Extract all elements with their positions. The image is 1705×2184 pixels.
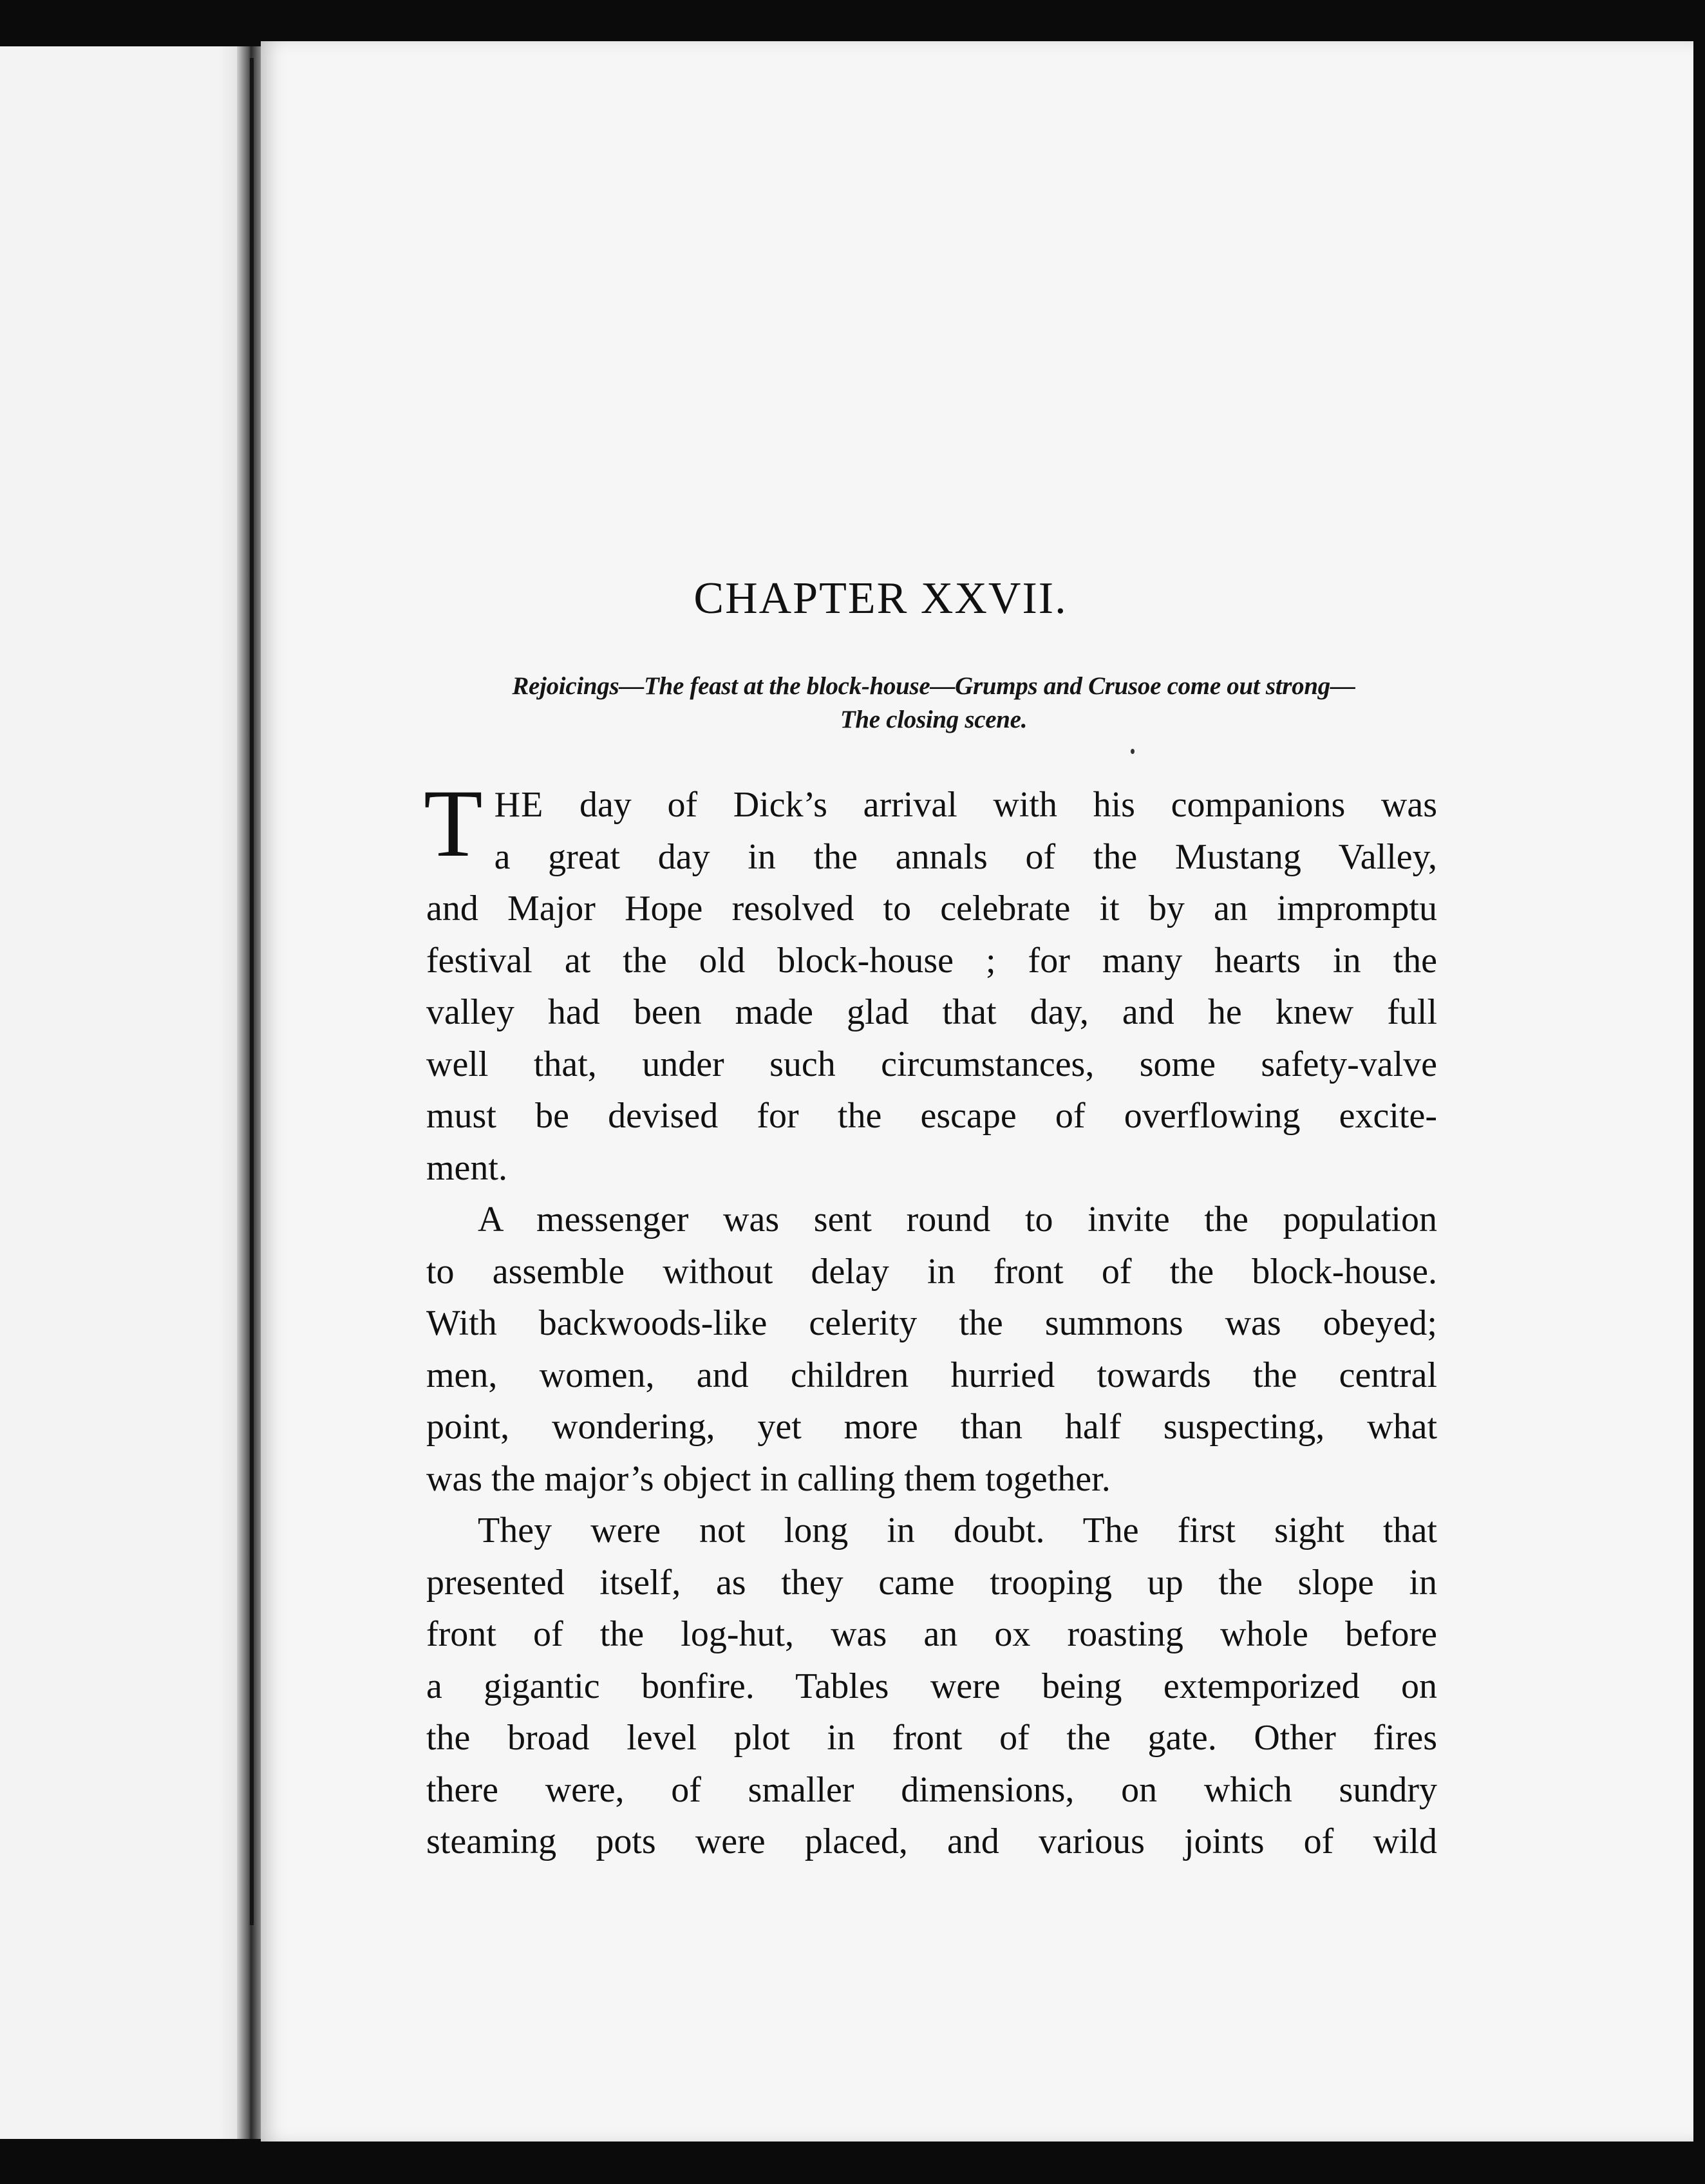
left-page bbox=[0, 46, 248, 2139]
text-line: ment. bbox=[426, 1147, 507, 1188]
binding-edge bbox=[250, 58, 254, 1925]
paragraph-3 bbox=[426, 1505, 1437, 1868]
text-line: well that, under such circumstances, some safety-valve bbox=[426, 1044, 1437, 1084]
text-line: steaming pots were placed, and various joints of wild bbox=[426, 1822, 1437, 1861]
text-line: front of the log-hut, was an ox roasting whole before bbox=[426, 1614, 1437, 1654]
text-line: presented itself, as they came trooping up the slope in bbox=[426, 1562, 1437, 1603]
text-line: With backwoods-like celerity the summons was obeyed; bbox=[426, 1303, 1437, 1343]
synopsis-line-1: Rejoicings—The feast at the block-house—Grumps and Crusoe come out strong— bbox=[512, 672, 1355, 700]
text-line: the broad level plot in front of the gate. Other fires bbox=[426, 1718, 1437, 1758]
text-line: a gigantic bonfire. Tables were being extemporized on bbox=[426, 1666, 1437, 1706]
text-line: point, wondering, yet more than half suspecting, what bbox=[426, 1407, 1437, 1447]
paragraph-1 bbox=[424, 770, 1437, 1194]
text-line: to assemble without delay in front of the block-house. bbox=[426, 1251, 1437, 1292]
text-line: was the major’s object in calling them together. bbox=[426, 1458, 1111, 1499]
drop-cap: T bbox=[424, 770, 483, 877]
text-line: men, women, and children hurried towards the central bbox=[426, 1355, 1437, 1395]
chapter-synopsis bbox=[425, 670, 1442, 737]
synopsis-line-2: The closing scene. bbox=[840, 706, 1028, 733]
lead-word: HE bbox=[494, 785, 544, 825]
text-line: A messenger was sent round to invite the population bbox=[478, 1200, 1437, 1239]
text-line: there were, of smaller dimensions, on which sundry bbox=[426, 1769, 1437, 1810]
text-line: valley had been made glad that day, and he knew full bbox=[426, 992, 1437, 1032]
paragraph-2 bbox=[426, 1194, 1437, 1505]
chapter-title: CHAPTER XXVII. bbox=[693, 574, 1068, 623]
text-line: festival at the old block-house ; for many hearts in the bbox=[426, 940, 1437, 981]
ink-speck bbox=[1131, 749, 1135, 754]
text-line: and Major Hope resolved to celebrate it by an impromptu bbox=[426, 889, 1437, 928]
chapter-body bbox=[424, 770, 1437, 1868]
text-line: a great day in the annals of the Mustang Valley, bbox=[494, 836, 1437, 877]
text-line bbox=[426, 779, 1437, 831]
text-line: must be devised for the escape of overflowing excite- bbox=[426, 1096, 1437, 1136]
text-line: They were not long in doubt. The first sight that bbox=[478, 1511, 1437, 1550]
text-line-content: day of Dick’s arrival with his companions was bbox=[543, 785, 1437, 825]
